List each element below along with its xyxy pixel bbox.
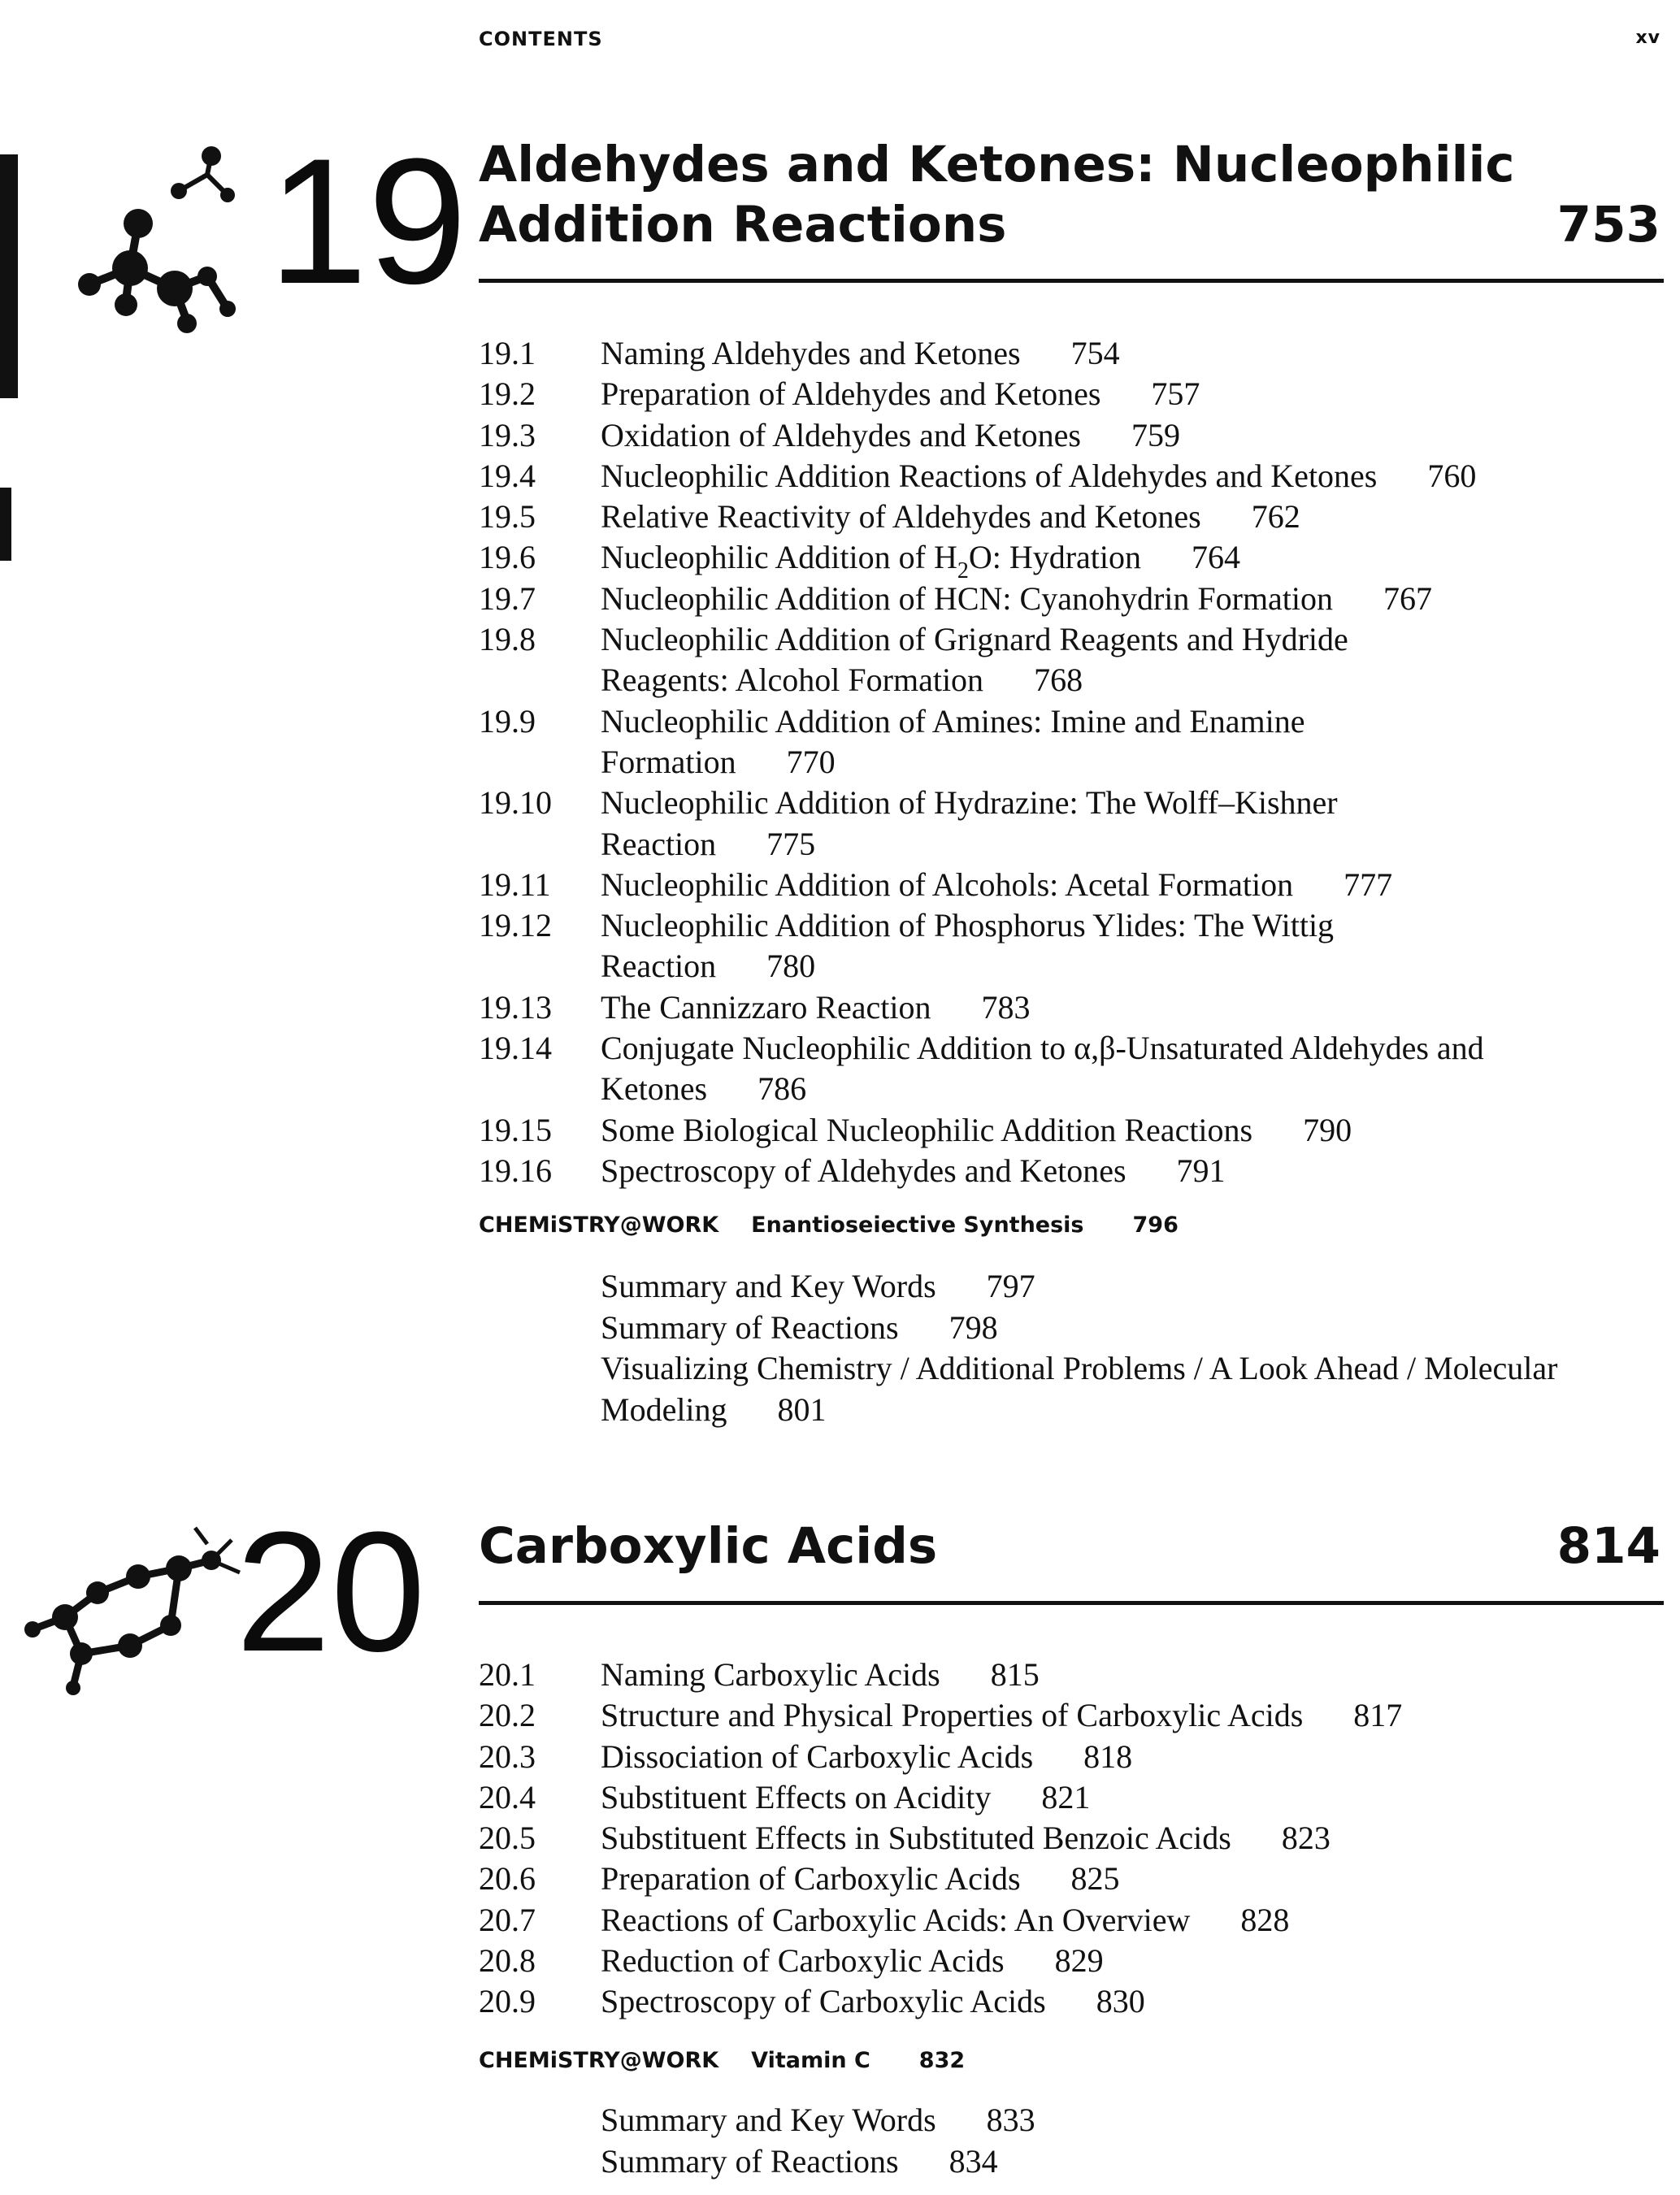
aldehyde-molecule-icon bbox=[65, 146, 276, 341]
end-matter-title: Summary and Key Words 833 bbox=[601, 2102, 1035, 2138]
chemistry-at-work-page: 796 bbox=[1132, 1212, 1179, 1238]
toc-entry[interactable] bbox=[479, 783, 1665, 865]
section-number: 19.11 bbox=[479, 865, 551, 903]
end-matter-title: Summary of Reactions 834 bbox=[601, 2142, 998, 2180]
chapter-title-line: Carboxylic Acids bbox=[479, 1517, 938, 1575]
end-matter-list bbox=[601, 1266, 1665, 1430]
section-number: 19.8 bbox=[479, 621, 536, 658]
chemistry-at-work-title: Vitamin C bbox=[751, 2048, 870, 2073]
running-header-title: CONTENTS bbox=[479, 28, 603, 50]
end-matter-page: 801 bbox=[777, 1390, 827, 1428]
section-title: Naming Carboxylic Acids 815 bbox=[601, 1656, 1040, 1693]
section-page: 770 bbox=[786, 743, 836, 780]
section-title: Nucleophilic Addition Reactions of Aldehydes and Ketones 760 bbox=[601, 457, 1477, 494]
end-matter-title: Summary and Key Words 797 bbox=[601, 1268, 1035, 1304]
section-title: Nucleophilic Addition of Grignard Reagents and Hydride Reagents: Alcohol Formation 768 bbox=[601, 621, 1348, 699]
section-number: 19.15 bbox=[479, 1111, 552, 1148]
toc-entry[interactable] bbox=[479, 497, 1665, 537]
section-number: 20.2 bbox=[479, 1697, 536, 1734]
toc-entry[interactable] bbox=[479, 1110, 1665, 1151]
end-matter-entry[interactable] bbox=[601, 2141, 1665, 2183]
chemistry-at-work-label: CHEMiSTRY@WORK bbox=[479, 1212, 719, 1238]
toc-entry[interactable] bbox=[479, 865, 1665, 905]
carboxylic-acid-molecule-icon bbox=[8, 1495, 252, 1707]
chapter-title bbox=[479, 1516, 1657, 1577]
section-title: Some Biological Nucleophilic Addition Reactions 790 bbox=[601, 1111, 1352, 1148]
section-number: 19.9 bbox=[479, 702, 536, 740]
chapter-title-line: Addition Reactions bbox=[479, 196, 1007, 254]
section-number: 20.9 bbox=[479, 1983, 536, 2020]
section-page: 830 bbox=[1096, 1983, 1145, 2020]
toc-entry[interactable] bbox=[479, 987, 1665, 1028]
section-number: 20.6 bbox=[479, 1860, 536, 1898]
section-page: 760 bbox=[1427, 457, 1477, 494]
chapter-number: 19 bbox=[268, 121, 467, 321]
toc-entry[interactable] bbox=[479, 579, 1665, 619]
section-page: 759 bbox=[1131, 416, 1180, 453]
section-page: 818 bbox=[1083, 1737, 1133, 1775]
toc-entry[interactable] bbox=[479, 1695, 1665, 1736]
chemistry-at-work-page: 832 bbox=[918, 2048, 966, 2073]
section-page: 825 bbox=[1070, 1860, 1120, 1898]
section-title: Structure and Physical Properties of Carboxylic Acids 817 bbox=[601, 1697, 1403, 1734]
end-matter-entry[interactable] bbox=[601, 2100, 1665, 2141]
chapter-page: 814 bbox=[1556, 1517, 1660, 1575]
section-page: 767 bbox=[1383, 579, 1433, 617]
section-number: 20.7 bbox=[479, 1901, 536, 1938]
toc-entry[interactable] bbox=[479, 1151, 1665, 1191]
section-number: 19.4 bbox=[479, 457, 536, 494]
toc-entry[interactable] bbox=[479, 537, 1665, 584]
section-page: 780 bbox=[766, 948, 816, 985]
toc-entry[interactable] bbox=[479, 333, 1665, 374]
end-matter-entry[interactable] bbox=[601, 1348, 1665, 1430]
toc-entry[interactable] bbox=[479, 1900, 1665, 1941]
chemistry-at-work-label: CHEMiSTRY@WORK bbox=[479, 2048, 719, 2073]
section-page: 821 bbox=[1041, 1778, 1091, 1815]
section-number: 19.5 bbox=[479, 498, 536, 536]
chapter-rule bbox=[479, 1601, 1664, 1605]
toc-entry[interactable] bbox=[479, 1859, 1665, 1899]
chemistry-at-work[interactable] bbox=[479, 2048, 965, 2073]
section-number: 19.10 bbox=[479, 784, 552, 822]
section-page: 768 bbox=[1034, 662, 1083, 699]
chapter-title bbox=[479, 135, 1657, 255]
section-page: 823 bbox=[1281, 1820, 1331, 1857]
section-title: Preparation of Carboxylic Acids 825 bbox=[601, 1860, 1120, 1898]
section-page: 828 bbox=[1240, 1901, 1290, 1938]
toc-entry[interactable] bbox=[479, 1818, 1665, 1859]
toc-entry[interactable] bbox=[479, 456, 1665, 497]
section-title: Relative Reactivity of Aldehydes and Ketones 762 bbox=[601, 498, 1300, 536]
chapter-rule bbox=[479, 279, 1664, 283]
end-matter-entry[interactable] bbox=[601, 1266, 1665, 1308]
toc-entry[interactable] bbox=[479, 415, 1665, 456]
toc-entry[interactable] bbox=[479, 1028, 1665, 1110]
end-matter-page: 798 bbox=[949, 1308, 998, 1346]
end-matter-page: 833 bbox=[986, 2102, 1035, 2138]
toc-entry[interactable] bbox=[479, 1941, 1665, 1981]
section-number: 19.13 bbox=[479, 988, 552, 1026]
section-page: 786 bbox=[758, 1070, 807, 1108]
chemistry-at-work[interactable] bbox=[479, 1212, 1179, 1238]
section-title: Nucleophilic Addition of Phosphorus Ylides: The Wittig Reaction 780 bbox=[601, 907, 1335, 985]
section-title: The Cannizzaro Reaction 783 bbox=[601, 988, 1031, 1026]
end-matter-title: Visualizing Chemistry / Additional Problems / A Look Ahead / Molecular Modeling 801 bbox=[601, 1350, 1558, 1428]
toc-entry[interactable] bbox=[479, 701, 1665, 783]
section-title: Oxidation of Aldehydes and Ketones 759 bbox=[601, 416, 1180, 453]
toc-entry[interactable] bbox=[479, 905, 1665, 987]
chapter-title-line: Aldehydes and Ketones: Nucleophilic bbox=[479, 136, 1515, 193]
section-title: Substituent Effects on Acidity 821 bbox=[601, 1778, 1091, 1815]
section-number: 19.14 bbox=[479, 1030, 552, 1067]
chapter-number: 20 bbox=[236, 1496, 426, 1687]
section-title: Conjugate Nucleophilic Addition to α,β-Unsaturated Aldehydes and Ketones 786 bbox=[601, 1030, 1484, 1108]
section-page: 783 bbox=[981, 988, 1031, 1026]
section-number: 19.16 bbox=[479, 1152, 552, 1189]
section-number: 19.7 bbox=[479, 579, 536, 617]
section-page: 815 bbox=[990, 1656, 1040, 1693]
section-number: 19.2 bbox=[479, 375, 536, 413]
section-title: Nucleophilic Addition of Amines: Imine and Enamine Formation 770 bbox=[601, 702, 1305, 780]
section-number: 20.1 bbox=[479, 1656, 536, 1693]
section-title: Spectroscopy of Carboxylic Acids 830 bbox=[601, 1983, 1145, 2020]
scan-artifact bbox=[0, 154, 18, 398]
toc-entry[interactable] bbox=[479, 374, 1665, 414]
section-list bbox=[479, 1655, 1665, 2023]
section-number: 20.5 bbox=[479, 1820, 536, 1857]
toc-entry[interactable] bbox=[479, 619, 1665, 701]
section-page: 817 bbox=[1353, 1697, 1403, 1734]
section-page: 777 bbox=[1344, 865, 1393, 903]
section-page: 757 bbox=[1151, 375, 1200, 413]
section-page: 790 bbox=[1303, 1111, 1352, 1148]
section-title: Preparation of Aldehydes and Ketones 757 bbox=[601, 375, 1200, 413]
end-matter-page: 797 bbox=[986, 1268, 1035, 1304]
section-title: Dissociation of Carboxylic Acids 818 bbox=[601, 1737, 1133, 1775]
section-number: 20.4 bbox=[479, 1778, 536, 1815]
section-title: Spectroscopy of Aldehydes and Ketones 791 bbox=[601, 1152, 1226, 1189]
end-matter-title: Summary of Reactions 798 bbox=[601, 1308, 998, 1346]
chemistry-at-work-title: Enantioseiective Synthesis bbox=[751, 1212, 1084, 1238]
section-title: Nucleophilic Addition of Alcohols: Acetal Formation 777 bbox=[601, 865, 1393, 903]
section-number: 19.6 bbox=[479, 539, 536, 576]
chapter-page: 753 bbox=[1556, 196, 1660, 254]
scan-artifact bbox=[0, 488, 11, 561]
section-number: 19.1 bbox=[479, 335, 536, 371]
section-page: 829 bbox=[1054, 1942, 1104, 1980]
section-title: Reactions of Carboxylic Acids: An Overview 828 bbox=[601, 1901, 1290, 1938]
toc-entry[interactable] bbox=[479, 1777, 1665, 1818]
section-page: 791 bbox=[1176, 1152, 1226, 1189]
section-number: 19.12 bbox=[479, 907, 552, 944]
section-title: Nucleophilic Addition of $H_2O$: Hydration 764 bbox=[601, 539, 1241, 584]
end-matter-page: 834 bbox=[949, 2142, 998, 2180]
section-page: 762 bbox=[1251, 498, 1300, 536]
toc-entry[interactable] bbox=[479, 1737, 1665, 1777]
toc-entry[interactable] bbox=[479, 1655, 1665, 1695]
end-matter-entry[interactable] bbox=[601, 1308, 1665, 1349]
section-title: Reduction of Carboxylic Acids 829 bbox=[601, 1942, 1104, 1980]
section-number: 20.3 bbox=[479, 1737, 536, 1775]
section-title: Naming Aldehydes and Ketones 754 bbox=[601, 335, 1120, 371]
section-title: Substituent Effects in Substituted Benzoic Acids 823 bbox=[601, 1820, 1331, 1857]
section-page: 775 bbox=[766, 825, 816, 862]
section-page: 764 bbox=[1192, 539, 1241, 576]
section-list bbox=[479, 333, 1665, 1191]
running-header-page: xv bbox=[1635, 28, 1660, 48]
section-number: 20.8 bbox=[479, 1942, 536, 1980]
section-page: 754 bbox=[1070, 335, 1120, 371]
section-title: Nucleophilic Addition of Hydrazine: The Wolff–Kishner Reaction 775 bbox=[601, 784, 1338, 862]
section-number: 19.3 bbox=[479, 416, 536, 453]
section-title: Nucleophilic Addition of HCN: Cyanohydrin Formation 767 bbox=[601, 579, 1433, 617]
end-matter-list bbox=[601, 2100, 1665, 2182]
toc-entry[interactable] bbox=[479, 1981, 1665, 2022]
